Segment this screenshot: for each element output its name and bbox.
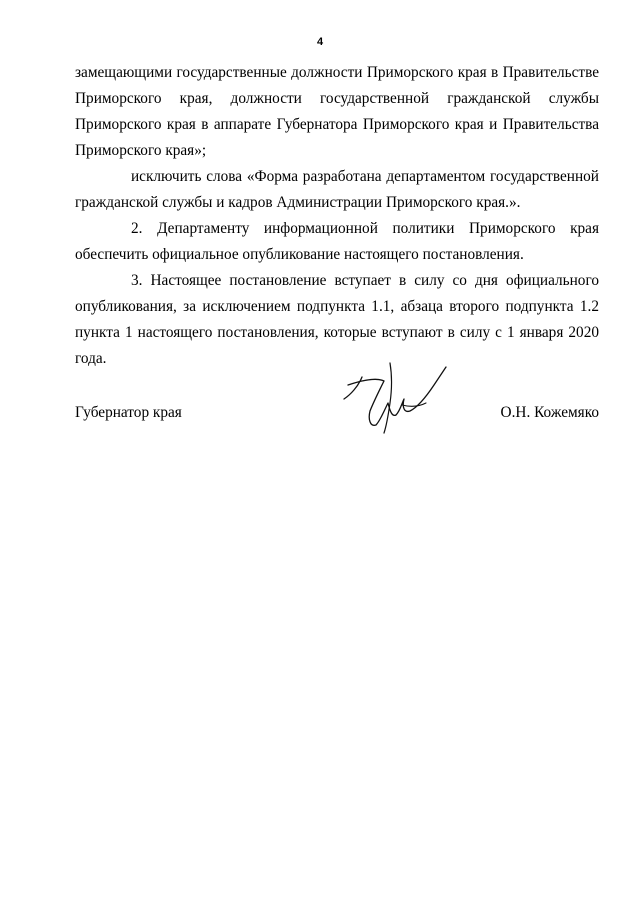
signature-block [75, 400, 599, 426]
paragraph-item-2: 2. Департаменту информационной политики Приморского края обеспечить официальное опубликование настоящего постановления. [75, 220, 599, 263]
document-body [75, 60, 599, 372]
paragraph-item-3: 3. Настоящее постановление вступает в силу со дня официального опубликования, за исключением подпункта 1.1, абзаца второго подпункта 1.2 пункта 1 настоящего постановления, которые вступают в силу с 1 января 2020 года. [75, 272, 599, 367]
page-number: 4 [316, 36, 324, 48]
signer-title: Губернатор края [75, 404, 182, 421]
signer-name: О.Н. Кожемяко [500, 404, 599, 421]
paragraph-exclude-words: исключить слова «Форма разработана департаментом государственной гражданской службы и кадров Администрации Приморского края.». [75, 168, 599, 211]
paragraph-continuation: замещающими государственные должности Приморского края в Правительстве Приморского края, должности государственной гражданской службы Приморского края в аппарате Губернатора Приморского края и Правительства Приморского края»; [75, 64, 599, 159]
